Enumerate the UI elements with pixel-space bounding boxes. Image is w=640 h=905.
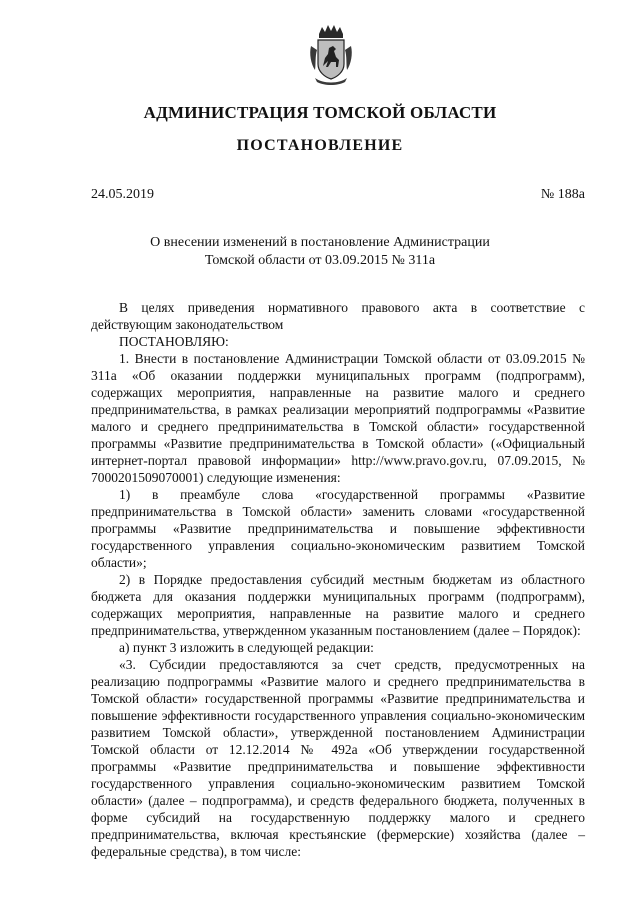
subject-line: О внесении изменений в постановление Администрации: [150, 235, 490, 250]
organization-title: АДМИНИСТРАЦИЯ ТОМСКОЙ ОБЛАСТИ: [143, 103, 497, 122]
document-type: ПОСТАНОВЛЕНИЕ: [236, 137, 404, 154]
body-paragraph: 2) в Порядке предоставления субсидий местным бюджетам из областного бюджета для оказания поддержки муниципальных программ (подпрограмм), содержащих мероприятия, направленные на развитие малого и среднего предпринимательства, утвержденном указанным постановлением (далее – Порядок):: [91, 572, 585, 638]
body-paragraph: 1) в преамбуле слова «государственной программы «Развитие предпринимательства в Томской области» заменить словами «государственной программы «Развитие предпринимательства и повышение эффективности государственного управления социально-экономическим развитием Томской области»;: [91, 487, 585, 570]
document-number: № 188а: [540, 187, 585, 202]
body-paragraph: 1. Внести в постановление Администрации Томской области от 03.09.2015 № 311а «Об оказании поддержки муниципальных программ (подпрограмм), содержащих мероприятия, направленные на развитие малого и среднего предпринимательства, в рамках реализации мероприятий подпрограммы «Развитие малого и среднего предпринимательства в Томской области» государственной программы «Развитие предпринимательства в Томской области» («Официальный интернет-портал правовой информации» http://www.pravo.gov.ru, 07.09.2015, № 7000201509070001) следующие изменения:: [91, 351, 585, 485]
document-subject: [0, 234, 640, 270]
document-body: [91, 299, 585, 860]
body-paragraph: ПОСТАНОВЛЯЮ:: [119, 334, 229, 349]
document-date: 24.05.2019: [91, 187, 154, 202]
body-paragraph: В целях приведения нормативного правового акта в соответствие с действующим законодательством: [91, 300, 585, 332]
body-paragraph: а) пункт 3 изложить в следующей редакции:: [119, 640, 374, 655]
body-paragraph: «3. Субсидии предоставляются за счет средств, предусмотренных на реализацию подпрограммы «Развитие малого и среднего предпринимательства в Томской области» государственной программы «Развитие предпринимательства и повышение эффективности государственного управления социально-экономическим развитием Томской области», утвержденной постановлением Администрации Томской области от 12.12.2014 № 492а «Об утверждении государственной программы «Развитие предпринимательства и повышение эффективности государственного управления социально-экономическим развитием Томской области» (далее – подпрограмма), и средств федерального бюджета, полученных в форме субсидий на государственную поддержку малого и среднего предпринимательства, включая крестьянские (фермерские) хозяйства (далее – федеральные средства), в том числе:: [91, 657, 585, 859]
subject-line: Томской области от 03.09.2015 № 311а: [204, 253, 436, 268]
coat-of-arms-icon: [309, 24, 353, 86]
